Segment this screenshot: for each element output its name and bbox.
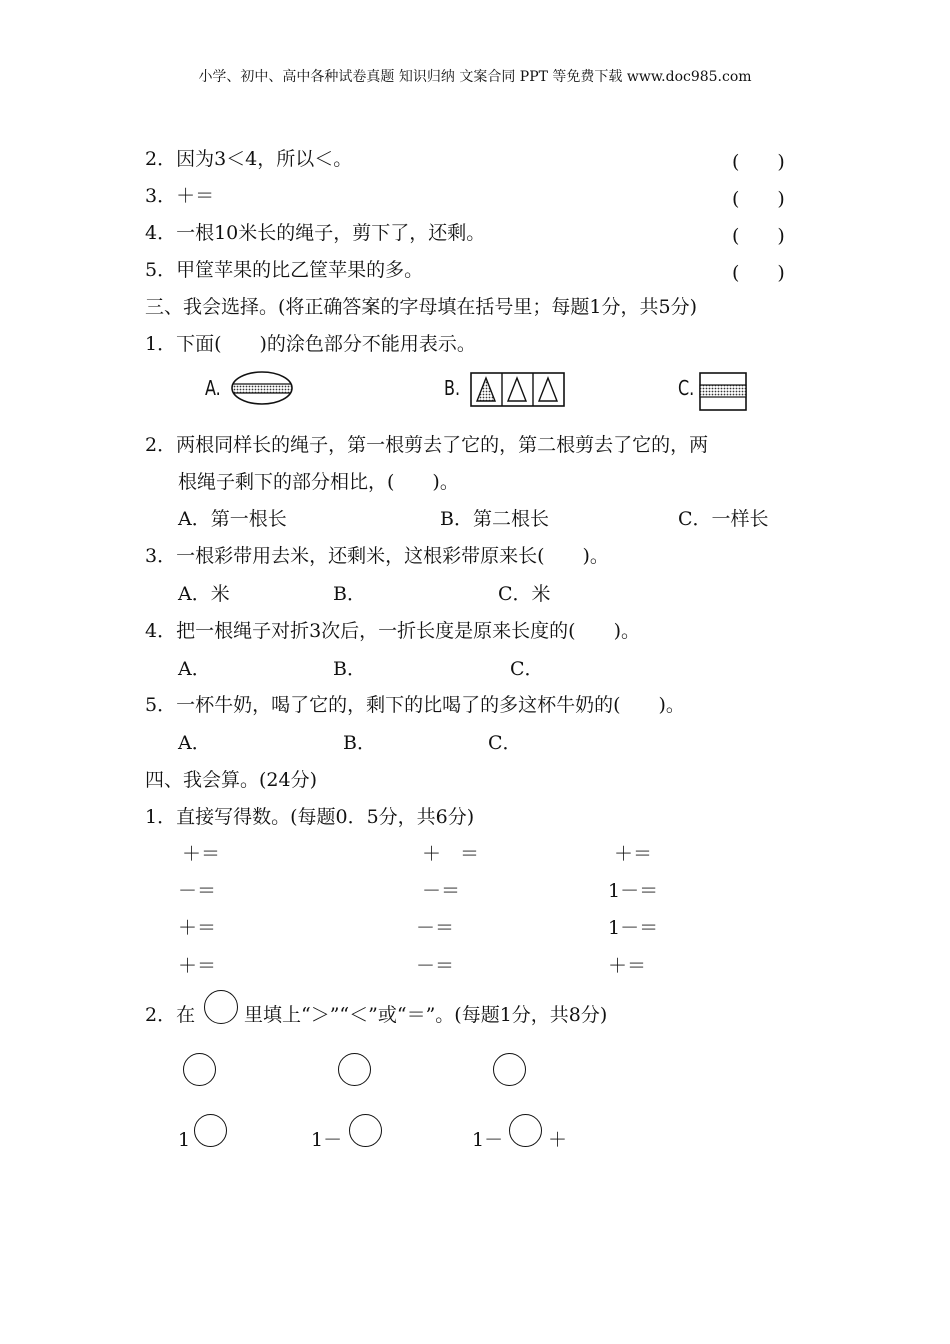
compare-circle-2[interactable]	[338, 1053, 371, 1086]
s3-q5-option-a: A．	[178, 732, 211, 754]
circle-icon	[204, 990, 238, 1024]
compare-r2-left-3: 1－	[472, 1129, 504, 1151]
calc-r1-c3: ＋＝	[614, 843, 653, 865]
page-header: 小学、初中、高中各种试卷真题 知识归纳 文案合同 PPT 等免费下载 www.doc985.com	[198, 69, 752, 85]
rectangle-figure	[699, 372, 749, 412]
compare-circle-5[interactable]	[349, 1114, 382, 1147]
compare-r2-plus: ＋	[548, 1129, 568, 1151]
s4-q2-suffix: 里填上“＞”“＜”或“＝”。(每题1分，共8分)	[244, 1004, 608, 1026]
calc-r4-c3: ＋＝	[608, 955, 647, 977]
triangles-figure	[470, 372, 566, 408]
calc-r2-c2: －＝	[422, 880, 461, 902]
judge-item-4: 4．一根10米长的绳子，剪下了，还剩。	[145, 222, 486, 244]
compare-circle-4[interactable]	[194, 1114, 227, 1147]
s3-q3-option-a: A．米	[178, 583, 230, 605]
s4-q1-text: 1．直接写得数。(每题0．5分，共6分)	[145, 806, 475, 828]
s3-q2-option-c: C．一样长	[678, 508, 769, 530]
compare-r2-left-2: 1－	[311, 1129, 343, 1151]
s3-q1-option-a: A.	[205, 376, 221, 400]
section3-title: 三、我会选择。(将正确答案的字母填在括号里；每题1分，共5分)	[145, 296, 698, 318]
s3-q5-option-c: C．	[488, 732, 522, 754]
s3-q2-option-b: B．第二根长	[440, 508, 549, 530]
compare-circle-6[interactable]	[509, 1114, 542, 1147]
s3-q2-line2: 根绳子剩下的部分相比，( )。	[178, 471, 459, 493]
s3-q2-line1: 2．两根同样长的绳子，第一根剪去了它的，第二根剪去了它的，两	[145, 434, 709, 456]
judge-item-3: 3．＋＝	[145, 185, 215, 207]
calc-r2-c3: 1－＝	[608, 880, 659, 902]
calc-r1-c2: ＋ ＝	[422, 843, 480, 865]
judge-answer-4[interactable]: ( )	[732, 225, 785, 247]
s3-q2-option-a: A．第一根长	[178, 508, 287, 530]
s3-q3-option-b: B．	[333, 583, 366, 605]
judge-item-2: 2．因为3＜4，所以＜。	[145, 148, 353, 170]
s3-q1-option-b: B.	[444, 376, 461, 400]
section4-title: 四、我会算。(24分)	[145, 769, 318, 791]
judge-answer-2[interactable]: ( )	[732, 151, 785, 173]
s3-q4-option-a: A．	[178, 658, 211, 680]
judge-answer-3[interactable]: ( )	[732, 188, 785, 210]
calc-r2-c1: －＝	[178, 880, 217, 902]
compare-r2-left-1: 1	[178, 1129, 191, 1151]
judge-answer-5[interactable]: ( )	[732, 262, 785, 284]
calc-r3-c3: 1－＝	[608, 917, 659, 939]
calc-r1-c1: ＋＝	[182, 843, 221, 865]
s3-q4-option-c: C．	[510, 658, 544, 680]
s3-q4-option-b: B．	[333, 658, 366, 680]
s3-q5-option-b: B．	[343, 732, 376, 754]
s3-q3-option-c: C．米	[498, 583, 551, 605]
s3-q1-text: 1．下面( )的涂色部分不能用表示。	[145, 333, 476, 355]
s3-q1-option-c: C.	[678, 376, 695, 400]
calc-r4-c2: －＝	[416, 955, 455, 977]
s3-q5-text: 5．一杯牛奶，喝了它的，剩下的比喝了的多这杯牛奶的( )。	[145, 694, 685, 716]
compare-circle-1[interactable]	[183, 1053, 216, 1086]
ellipse-figure	[230, 370, 294, 406]
s3-q3-text: 3．一根彩带用去米，还剩米，这根彩带原来长( )。	[145, 545, 609, 567]
calc-r4-c1: ＋＝	[178, 955, 217, 977]
calc-r3-c2: －＝	[416, 917, 455, 939]
compare-circle-3[interactable]	[493, 1053, 526, 1086]
calc-r3-c1: ＋＝	[178, 917, 217, 939]
s4-q2-prefix: 2．在	[145, 1004, 196, 1026]
judge-item-5: 5．甲筐苹果的比乙筐苹果的多。	[145, 259, 424, 281]
s3-q4-text: 4．把一根绳子对折3次后，一折长度是原来长度的( )。	[145, 620, 641, 642]
